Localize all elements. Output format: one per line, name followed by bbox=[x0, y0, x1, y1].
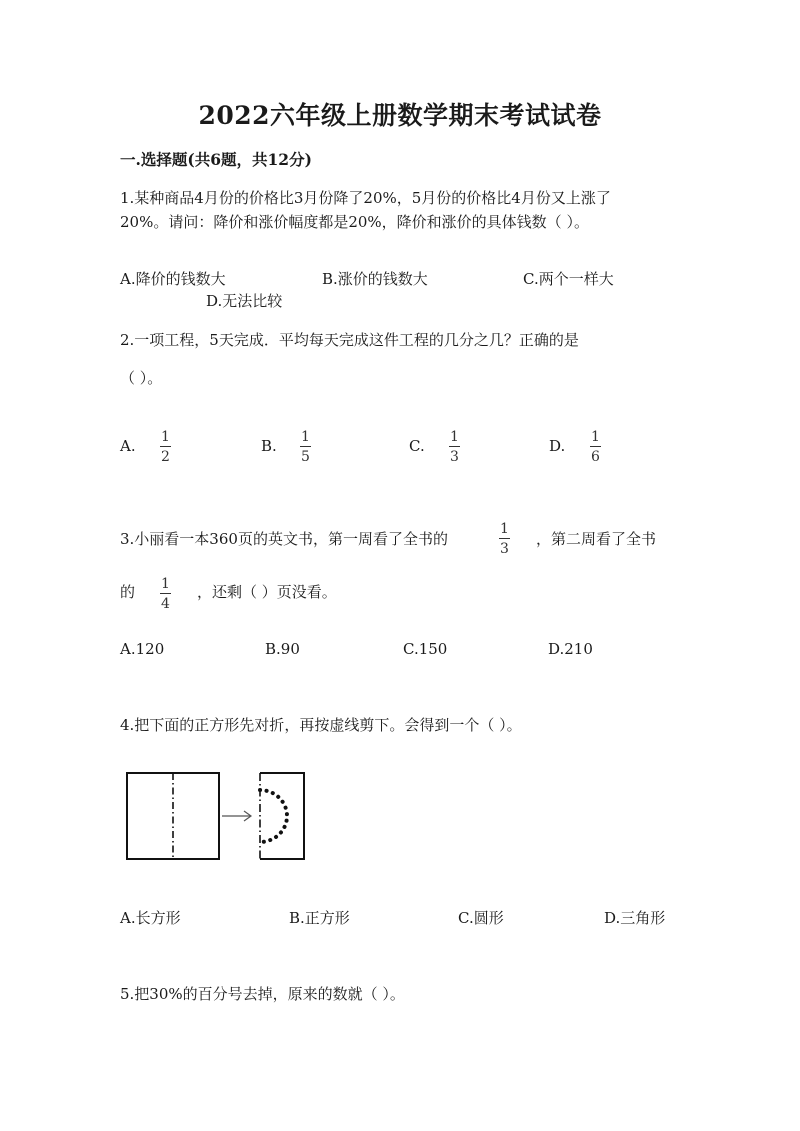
question-1-line-1: 1.某种商品4月份的价格比3月份降了20%，5月份的价格比4月份又上涨了 bbox=[120, 189, 611, 207]
question-5-text: 5.把30%的百分号去掉，原来的数就（ ）。 bbox=[120, 985, 405, 1003]
question-2-line-1: 2.一项工程，5天完成．平均每天完成这件工程的几分之几？正确的是 bbox=[120, 331, 579, 349]
q4-option-d[interactable]: D.三角形 bbox=[604, 909, 666, 927]
q2-option-d-fraction bbox=[590, 429, 601, 465]
q2-option-b-label: B. bbox=[261, 437, 277, 455]
arrow-icon bbox=[222, 811, 251, 821]
fraction-bar bbox=[449, 446, 460, 447]
fraction-numerator: 1 bbox=[161, 429, 170, 445]
fraction-denominator: 4 bbox=[161, 596, 170, 612]
question-2-line-2: （ ）。 bbox=[120, 369, 163, 387]
question-3-part-4: ，还剩（ ）页没看。 bbox=[197, 583, 337, 601]
q3-option-d[interactable]: D.210 bbox=[548, 640, 593, 658]
q1-option-a[interactable]: A.降价的钱数大 bbox=[120, 270, 226, 288]
fraction-bar bbox=[499, 538, 510, 539]
cut-curve-dotted bbox=[260, 790, 287, 842]
q3-fraction-1 bbox=[499, 521, 510, 557]
fraction-bar bbox=[160, 593, 171, 594]
fraction-denominator: 3 bbox=[500, 541, 509, 557]
fraction-denominator: 2 bbox=[161, 449, 170, 465]
q2-option-b-fraction bbox=[300, 429, 311, 465]
fraction-numerator: 1 bbox=[450, 429, 459, 445]
fraction-numerator: 1 bbox=[500, 521, 509, 537]
q3-option-c[interactable]: C.150 bbox=[403, 640, 448, 658]
q2-option-a-label: A. bbox=[120, 437, 136, 455]
fraction-numerator: 1 bbox=[301, 429, 310, 445]
fraction-bar bbox=[160, 446, 171, 447]
fraction-bar bbox=[590, 446, 601, 447]
q4-option-a[interactable]: A.长方形 bbox=[120, 909, 181, 927]
q1-option-b[interactable]: B.涨价的钱数大 bbox=[322, 270, 428, 288]
q4-option-c[interactable]: C.圆形 bbox=[458, 909, 504, 927]
q3-fraction-2 bbox=[160, 576, 171, 612]
fraction-numerator: 1 bbox=[161, 576, 170, 592]
fraction-denominator: 3 bbox=[450, 449, 459, 465]
q2-option-c-label: C. bbox=[409, 437, 425, 455]
fraction-numerator: 1 bbox=[591, 429, 600, 445]
folded-half-shape bbox=[260, 773, 304, 859]
fraction-denominator: 6 bbox=[591, 449, 600, 465]
question-3-part-2: ，第二周看了全书 bbox=[536, 530, 657, 548]
q2-option-d-label: D. bbox=[549, 437, 566, 455]
question-3-part-1: 3.小丽看一本360页的英文书，第一周看了全书的 bbox=[120, 530, 448, 548]
q1-option-d[interactable]: D.无法比较 bbox=[206, 292, 283, 310]
question-1-line-2: 20%。请问：降价和涨价幅度都是20%，降价和涨价的具体钱数（ ）。 bbox=[120, 213, 589, 231]
q2-option-a-fraction bbox=[160, 429, 171, 465]
fraction-bar bbox=[300, 446, 311, 447]
q4-option-b[interactable]: B.正方形 bbox=[289, 909, 350, 927]
q3-option-a[interactable]: A.120 bbox=[120, 640, 165, 658]
page-title: 2022六年级上册数学期末考试试卷 bbox=[198, 101, 602, 130]
q3-option-b[interactable]: B.90 bbox=[265, 640, 300, 658]
q1-option-c[interactable]: C.两个一样大 bbox=[523, 270, 614, 288]
section-heading: 一.选择题(共6题，共12分) bbox=[120, 150, 312, 169]
folding-figure bbox=[118, 764, 318, 866]
question-4-text: 4.把下面的正方形先对折，再按虚线剪下。会得到一个（ ）。 bbox=[120, 716, 522, 734]
question-3-part-3: 的 bbox=[120, 583, 136, 601]
fraction-denominator: 5 bbox=[301, 449, 310, 465]
q2-option-c-fraction bbox=[449, 429, 460, 465]
